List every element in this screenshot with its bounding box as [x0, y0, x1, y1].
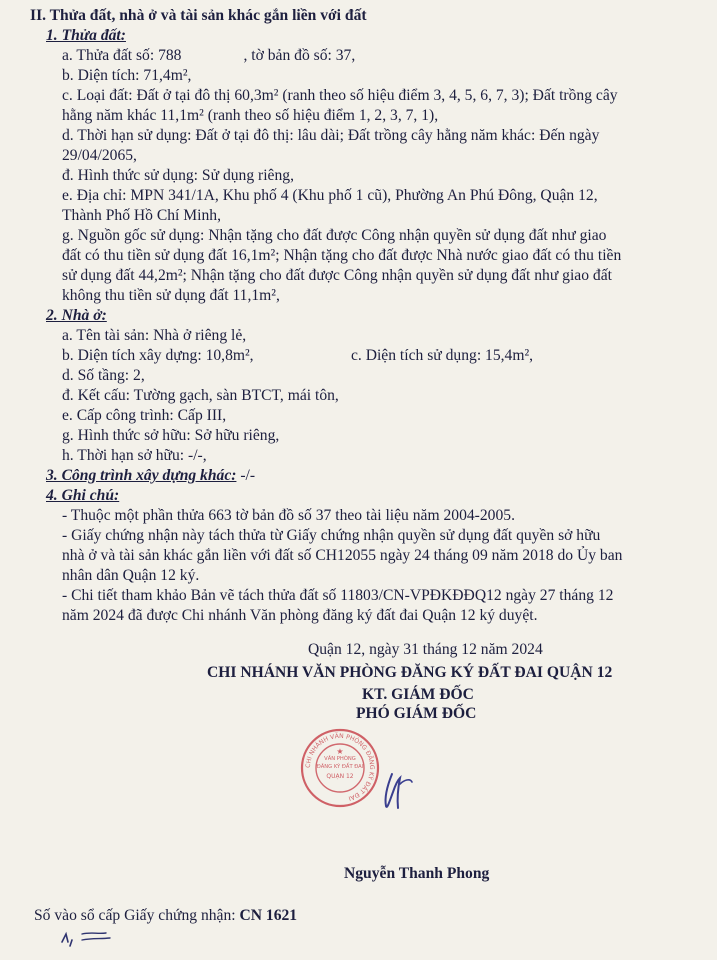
note-1: - Thuộc một phần thửa 663 tờ bản đồ số 37 theo tài liệu năm 2004-2005. — [62, 507, 515, 524]
seal-ring-text: CHI NHÁNH VĂN PHÒNG ĐĂNG KÝ ĐẤT ĐAI — [304, 732, 376, 802]
svg-text:QUẬN 12: QUẬN 12 — [326, 773, 354, 780]
register-label: Số vào sổ cấp Giấy chứng nhận: — [34, 907, 240, 924]
house-heading: 2. Nhà ở: — [46, 307, 107, 324]
svg-text:VĂN PHÒNG: VĂN PHÒNG — [324, 756, 356, 762]
signer-name: Nguyễn Thanh Phong — [344, 865, 490, 882]
parcel-prefix: a. Thửa đất số: — [62, 47, 159, 64]
svg-text:ĐĂNG KÝ ĐẤT ĐAI: ĐĂNG KÝ ĐẤT ĐAI — [316, 764, 364, 770]
land-area: b. Diện tích: 71,4m², — [62, 67, 192, 84]
ownership-term: h. Thời hạn sở hữu: -/-, — [62, 447, 207, 464]
land-type-line-1: c. Loại đất: Đất ở tại đô thị 60,3m² (ranh theo số hiệu điểm 3, 4, 5, 6, 7, 3); Đất trồng cây — [62, 87, 618, 104]
use-area: c. Diện tích sử dụng: 15,4m², — [351, 347, 534, 364]
map-sheet: , tờ bản đồ số: 37, — [243, 47, 356, 64]
signer-title: PHÓ GIÁM ĐỐC — [356, 705, 477, 722]
usage-form: đ. Hình thức sử dụng: Sử dụng riêng, — [62, 167, 294, 184]
parcel-line — [62, 46, 355, 66]
land-type-line-2: hằng năm khác 11,1m² (ranh theo số hiệu điểm 1, 2, 3, 7, 1), — [62, 107, 439, 124]
land-term-line-2: 29/04/2065, — [62, 147, 137, 164]
on-behalf-of: KT. GIÁM ĐỐC — [362, 686, 474, 703]
address-line-2: Thành Phố Hồ Chí Minh, — [62, 207, 221, 224]
land-heading: 1. Thửa đất: — [46, 27, 126, 44]
construction-grade: e. Cấp công trình: Cấp III, — [62, 407, 227, 424]
asset-name: a. Tên tài sản: Nhà ở riêng lẻ, — [62, 327, 247, 344]
register-number: CN 1621 — [239, 907, 298, 924]
origin-line-3: sử dụng đất 44,2m²; Nhận tặng cho đất được Công nhận quyền sử dụng đất như giao đất — [62, 267, 612, 284]
origin-line-4: không thu tiền sử dụng đất 11,1m², — [62, 287, 280, 304]
address-line-1: e. Địa chỉ: MPN 341/1A, Khu phố 4 (Khu phố 1 cũ), Phường An Phú Đông, Quận 12, — [62, 187, 598, 204]
origin-line-2: đất có thu tiền sử dụng đất 16,1m²; Nhận tặng cho đất được Nhà nước giao đất có thu tiền — [62, 247, 622, 264]
parcel-number: 788 — [158, 47, 182, 64]
handwritten-signature-icon — [340, 744, 480, 854]
note-2-line-1: - Giấy chứng nhận này tách thửa từ Giấy chứng nhận quyền sử dụng đất quyền sở hữu — [62, 527, 601, 544]
handwritten-mark-icon — [56, 922, 116, 950]
note-2-line-3: nhân dân Quận 12 ký. — [62, 567, 200, 584]
floors: d. Số tầng: 2, — [62, 367, 145, 384]
land-term-line-1: d. Thời hạn sử dụng: Đất ở tại đô thị: lâu dài; Đất trồng cây hằng năm khác: Đến ngày — [62, 127, 600, 144]
section-heading: II. Thửa đất, nhà ở và tài sản khác gắn liền với đất — [30, 7, 367, 24]
note-2-line-2: nhà ở và tài sản khác gắn liền với đất số CH12055 ngày 24 tháng 09 năm 2018 do Ủy ban — [62, 547, 623, 564]
note-3-line-1: - Chi tiết tham khảo Bản vẽ tách thửa đất số 11803/CN-VPĐKĐĐQ12 ngày 27 tháng 12 — [62, 587, 614, 604]
other-works-line — [46, 466, 255, 486]
notes-heading: 4. Ghi chú: — [46, 487, 120, 504]
date-line: Quận 12, ngày 31 tháng 12 năm 2024 — [308, 641, 543, 658]
other-works-heading: 3. Công trình xây dựng khác: — [46, 467, 237, 484]
note-3-line-2: năm 2024 đã được Chi nhánh Văn phòng đăng ký đất đai Quận 12 ký duyệt. — [62, 607, 538, 624]
ownership-form: g. Hình thức sở hữu: Sở hữu riêng, — [62, 427, 280, 444]
issuing-office: CHI NHÁNH VĂN PHÒNG ĐĂNG KÝ ĐẤT ĐAI QUẬN 12 — [207, 664, 613, 681]
svg-text:★: ★ — [336, 747, 344, 756]
build-area: b. Diện tích xây dựng: 10,8m², — [62, 347, 254, 364]
other-works-value: -/- — [236, 467, 256, 484]
structure: đ. Kết cấu: Tường gạch, sàn BTCT, mái tôn, — [62, 387, 339, 404]
origin-line-1: g. Nguồn gốc sử dụng: Nhận tặng cho đất được Công nhận quyền sử dụng đất như giao — [62, 227, 607, 244]
